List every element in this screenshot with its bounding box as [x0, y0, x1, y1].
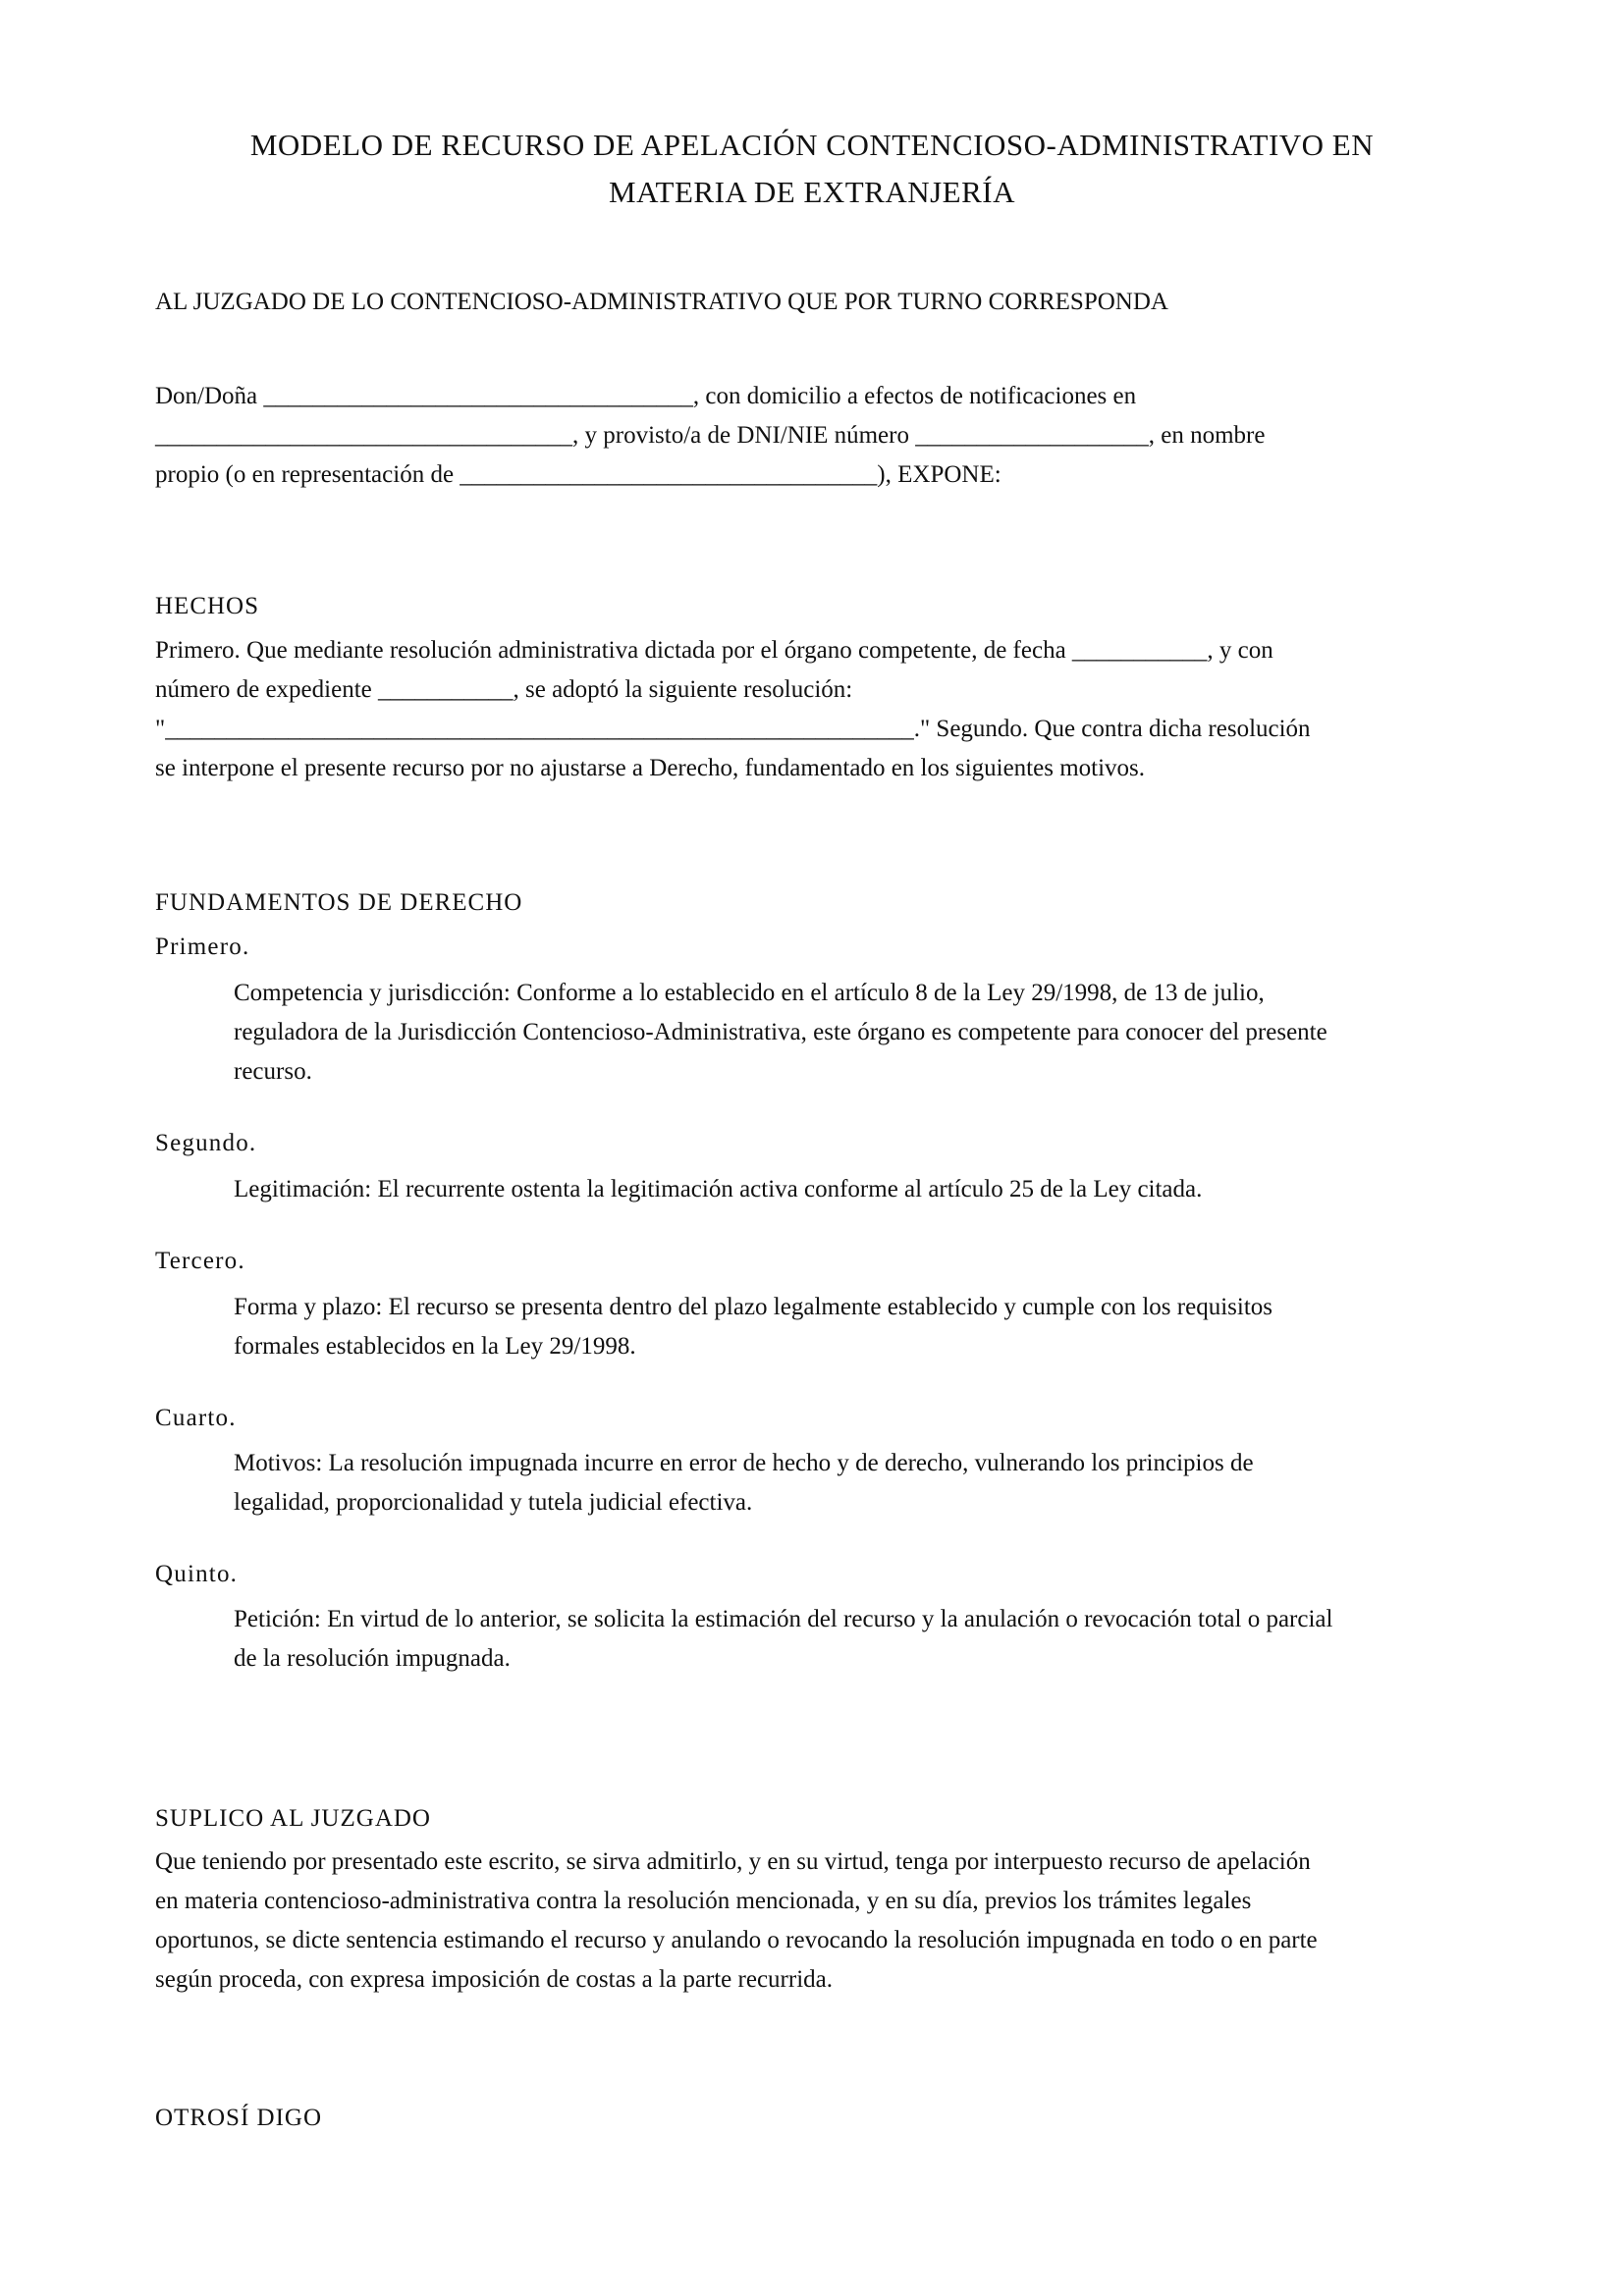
addressee [155, 283, 1471, 322]
title-line-1: MODELO DE RECURSO DE APELACIÓN CONTENCIOSO-ADMINISTRATIVO EN [249, 128, 1375, 162]
fundamento-cuarto-label: Cuarto. [155, 1405, 237, 1431]
fundamento-primero-line-2: reguladora de la Jurisdicción Contencioso-Administrativa, este órgano es competente para conocer del presente [234, 1019, 1327, 1045]
intro-line-3: propio (o en representación de __________________________________), EXPONE: [155, 461, 1001, 488]
fundamento-tercero-line-1: Forma y plazo: El recurso se presenta dentro del plazo legalmente establecido y cumple con los requisitos [234, 1294, 1272, 1320]
hechos-line-1: Primero. Que mediante resolución administrativa dictada por el órgano competente, de fecha ___________, y con [155, 637, 1273, 664]
suplico-paragraph [155, 1842, 1471, 2000]
hechos-line-4: se interpone el presente recurso por no ajustarse a Derecho, fundamentado en los siguientes motivos. [155, 755, 1146, 781]
intro-paragraph [155, 377, 1471, 495]
fundamento-quinto-text [234, 1600, 1476, 1679]
fundamento-quinto-line-2: de la resolución impugnada. [234, 1645, 511, 1672]
fundamento-cuarto-text [234, 1444, 1476, 1522]
fundamento-quinto-label: Quinto. [155, 1561, 239, 1587]
fundamentos-heading: FUNDAMENTOS DE DERECHO [155, 889, 523, 916]
fundamento-cuarto-line-1: Motivos: La resolución impugnada incurre en error de hecho y de derecho, vulnerando los principios de [234, 1450, 1254, 1476]
fundamento-primero-line-3: recurso. [234, 1058, 312, 1085]
suplico-heading: SUPLICO AL JUZGADO [155, 1805, 431, 1832]
fundamento-cuarto-line-2: legalidad, proporcionalidad y tutela judicial efectiva. [234, 1489, 753, 1516]
fundamento-tercero-line-2: formales establecidos en la Ley 29/1998. [234, 1333, 636, 1360]
hechos-line-2: número de expediente ___________, se adoptó la siguiente resolución: [155, 676, 853, 703]
intro-line-1: Don/Doña ___________________________________, con domicilio a efectos de notificaciones en [155, 383, 1137, 409]
fundamento-segundo-text [234, 1170, 1476, 1209]
fundamento-quinto-line-1: Petición: En virtud de lo anterior, se solicita la estimación del recurso y la anulación o revocación total o parcial [234, 1606, 1333, 1632]
title-line-2: MATERIA DE EXTRANJERÍA [609, 175, 1015, 209]
suplico-line-3: oportunos, se dicte sentencia estimando el recurso y anulando o revocando la resolución impugnada en todo o en parte [155, 1927, 1318, 1953]
hechos-heading: HECHOS [155, 593, 260, 619]
intro-line-2: __________________________________, y provisto/a de DNI/NIE número ___________________, en nombre [155, 422, 1266, 449]
suplico-line-4: según proceda, con expresa imposición de costas a la parte recurrida. [155, 1966, 833, 1993]
fundamento-segundo-label: Segundo. [155, 1130, 257, 1156]
suplico-line-1: Que teniendo por presentado este escrito, se sirva admitirlo, y en su virtud, tenga por interpuesto recurso de apelación [155, 1848, 1311, 1875]
addressee-text: AL JUZGADO DE LO CONTENCIOSO-ADMINISTRATIVO QUE POR TURNO CORRESPONDA [155, 289, 1168, 315]
fundamento-tercero-text [234, 1288, 1476, 1366]
fundamento-primero-line-1: Competencia y jurisdicción: Conforme a lo establecido en el artículo 8 de la Ley 29/1998, de 13 de julio, [234, 980, 1265, 1006]
fundamento-primero-label: Primero. [155, 934, 250, 960]
suplico-line-2: en materia contencioso-administrativa contra la resolución mencionada, y en su día, previos los trámites legales [155, 1888, 1252, 1914]
otrosi-heading: OTROSÍ DIGO [155, 2105, 323, 2131]
document-title [147, 122, 1477, 216]
fundamento-tercero-label: Tercero. [155, 1248, 245, 1274]
hechos-paragraph [155, 631, 1471, 788]
fundamento-segundo-line-1: Legitimación: El recurrente ostenta la legitimación activa conforme al artículo 25 de la Ley citada. [234, 1176, 1203, 1202]
fundamento-primero-text [234, 974, 1476, 1092]
hechos-line-3: "_____________________________________________________________." Segundo. Que contra dicha resolución [155, 716, 1311, 742]
